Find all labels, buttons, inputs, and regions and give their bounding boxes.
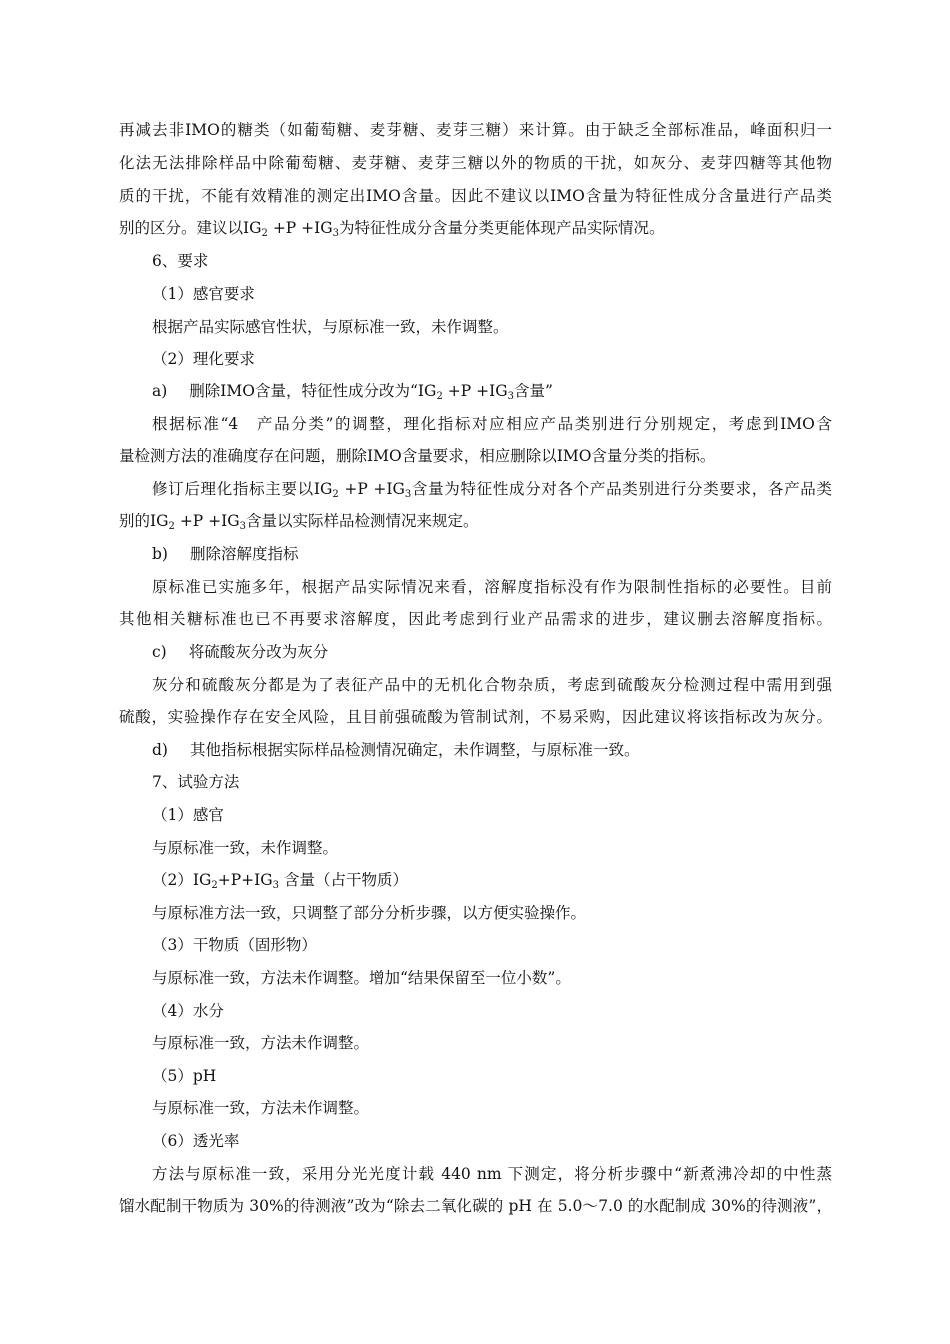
text-run: +P +IG xyxy=(442,382,508,400)
subsection-heading: （5）pH xyxy=(152,1067,217,1085)
subscript: 3 xyxy=(272,880,280,891)
intro-line-3: 质的干扰，不能有效精准的测定出IMO含量。因此不建议以IMO含量为特征性成分含量进行产品类 xyxy=(119,187,832,205)
text-run: （2）IG xyxy=(152,871,212,889)
paragraph: 与原标准一致，未作调整。 xyxy=(152,839,339,857)
text-run: 修订后理化指标主要以IG xyxy=(152,480,333,498)
text-run: 其他指标根据实际样品检测情况确定，未作调整，与原标准一致。 xyxy=(189,741,640,759)
text-run: 别的IG xyxy=(119,512,169,530)
paragraph-line: 灰分和硫酸灰分都是为了表征产品中的无机化合物杂质，考虑到硫酸灰分检测过程中需用到强 xyxy=(152,676,832,694)
item-label: c) xyxy=(152,643,167,661)
paragraph: 与原标准一致，方法未作调整。 xyxy=(152,1034,370,1052)
intro-line-2: 化法无法排除样品中除葡萄糖、麦芽糖、麦芽三糖以外的物质的干扰，如灰分、麦芽四糖等其他物 xyxy=(119,154,832,172)
intro-line-4 xyxy=(119,218,665,238)
subsection-heading: （1）感官 xyxy=(152,806,224,824)
text-run: 为特征性成分含量分类更能体现产品实际情况。 xyxy=(339,219,665,237)
item-label: d) xyxy=(152,741,168,759)
paragraph-line xyxy=(119,511,479,531)
item-label: a) xyxy=(152,382,168,400)
intro-line-1: 再减去非IMO的糖类（如葡萄糖、麦芽糖、麦芽三糖）来计算。由于缺乏全部标准品，峰面积归一 xyxy=(119,121,832,139)
paragraph-line: 根据标准“4 产品分类”的调整，理化指标对应相应产品类别进行分别规定，考虑到IMO含 xyxy=(152,415,832,433)
subsection-heading: （4）水分 xyxy=(152,1002,224,1020)
subsection-heading xyxy=(152,870,408,890)
subscript: 2 xyxy=(261,228,268,239)
subsection-heading: （6）透光率 xyxy=(152,1132,240,1150)
subscript: 3 xyxy=(332,228,340,239)
paragraph: 与原标准方法一致，只调整了部分分析步骤，以方便实验操作。 xyxy=(152,904,587,922)
item-c-title xyxy=(152,642,328,662)
subsection-heading: （3）干物质（固形物） xyxy=(152,936,317,954)
subscript: 2 xyxy=(332,489,339,500)
paragraph-line xyxy=(152,479,832,499)
paragraph: 与原标准一致，方法未作调整。增加“结果保留至一位小数”。 xyxy=(152,969,571,987)
subsection-heading: （2）理化要求 xyxy=(152,350,255,368)
subscript: 2 xyxy=(211,880,218,891)
text-run: +P+IG xyxy=(217,871,273,889)
text-run: +P +IG xyxy=(338,480,405,498)
item-a-title xyxy=(152,381,553,401)
text-run: 删除IMO含量，特征性成分改为“IG xyxy=(189,382,437,400)
paragraph-line: 馏水配制干物质为 30%的待测液”改为“除去二氧化碳的 pH 在 5.0～7.0 的水配制成 30%的待测液”， xyxy=(119,1197,832,1215)
subscript: 3 xyxy=(239,521,247,532)
paragraph-line: 硫酸，实验操作存在安全风险，且目前强硫酸为管制试剂，不易采购，因此建议将该指标改为灰分。 xyxy=(119,708,832,726)
paragraph-line: 量检测方法的准确度存在问题，删除IMO含量要求，相应删除以IMO含量分类的指标。 xyxy=(119,447,716,465)
subscript: 2 xyxy=(168,521,175,532)
subscript: 2 xyxy=(436,391,443,402)
subscript: 3 xyxy=(404,489,412,500)
text-run: 含量为特征性成分对各个产品类别进行分类要求，各产品类 xyxy=(411,480,832,498)
section-6-heading: 6、要求 xyxy=(152,252,209,270)
paragraph: 根据产品实际感官性状，与原标准一致，未作调整。 xyxy=(152,318,509,336)
text-run: 将硫酸灰分改为灰分 xyxy=(188,643,329,661)
text-run: +P +IG xyxy=(267,219,333,237)
text-run: +P +IG xyxy=(174,512,240,530)
paragraph: 与原标准一致，方法未作调整。 xyxy=(152,1099,370,1117)
subsection-heading: （1）感官要求 xyxy=(152,285,255,303)
item-label: b) xyxy=(152,545,168,563)
text-run: 别的区分。建议以IG xyxy=(119,219,262,237)
paragraph-line: 其他相关糖标准也已不再要求溶解度，因此考虑到行业产品需求的进步，建议删去溶解度指标。 xyxy=(119,610,832,628)
subscript: 3 xyxy=(507,391,514,402)
section-7-heading: 7、试验方法 xyxy=(152,773,240,791)
item-d-title xyxy=(152,740,640,760)
item-b-title xyxy=(152,544,299,564)
text-run: 含量以实际样品检测情况来规定。 xyxy=(246,512,479,530)
text-run: 含量（占干物质） xyxy=(279,871,408,889)
text-run: 删除溶解度指标 xyxy=(189,545,299,563)
paragraph-line: 原标准已实施多年，根据产品实际情况来看，溶解度指标没有作为限制性指标的必要性。目前 xyxy=(152,578,832,596)
text-run: 含量” xyxy=(513,382,553,400)
paragraph-line: 方法与原标准一致，采用分光光度计载 440 nm 下测定，将分析步骤中“新煮沸冷却的中性蒸 xyxy=(152,1165,832,1183)
